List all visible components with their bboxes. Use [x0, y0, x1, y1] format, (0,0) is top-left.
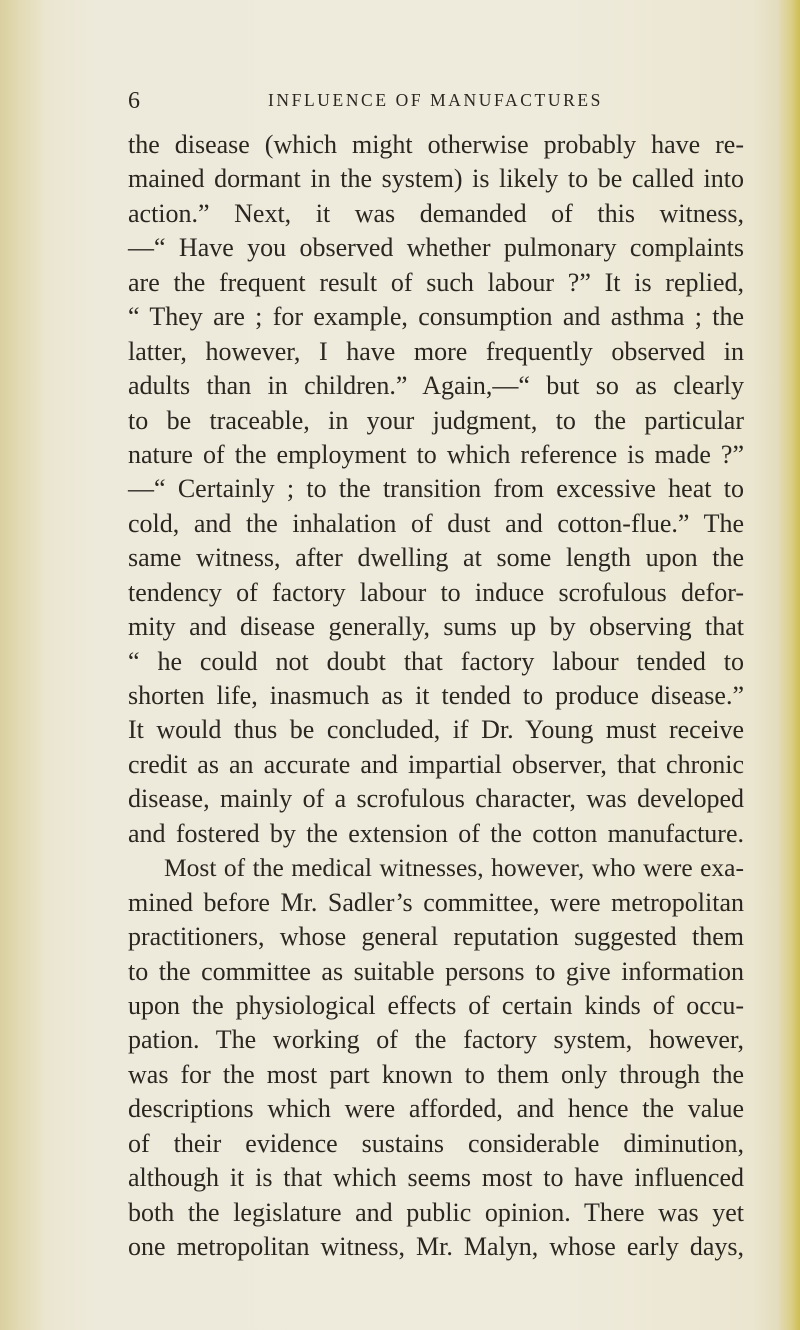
text-line: nature of the employment to which reference is made ?”	[128, 439, 744, 469]
text-line: one metropolitan witness, Mr. Malyn, whose early days,	[128, 1232, 744, 1261]
text-line: It would thus be concluded, if Dr. Young must receive	[128, 715, 744, 745]
text-line: of their evidence sustains considerable diminution,	[128, 1128, 744, 1158]
text-line: tendency of factory labour to induce scrofulous defor-	[128, 577, 744, 607]
text-line: descriptions which were afforded, and hence the value	[128, 1094, 744, 1124]
text-line: —“ Have you observed whether pulmonary complaints	[128, 233, 744, 263]
text-line: “ he could not doubt that factory labour tended to	[128, 646, 744, 676]
page-edge	[778, 0, 800, 1330]
text-line: upon the physiological effects of certain kinds of occu-	[128, 990, 744, 1020]
text-line: mained dormant in the system) is likely to be called into	[128, 164, 744, 194]
text-line: practitioners, whose general reputation suggested them	[128, 922, 744, 952]
body-text	[128, 128, 744, 1264]
text-line: although it is that which seems most to have influenced	[128, 1163, 744, 1193]
text-line: credit as an accurate and impartial observer, that chronic	[128, 749, 744, 779]
text-line: mined before Mr. Sadler’s committee, were metropolitan	[128, 887, 744, 917]
text-line: —“ Certainly ; to the transition from excessive heat to	[128, 474, 744, 504]
text-line: latter, however, I have more frequently observed in	[128, 336, 744, 366]
text-line: same witness, after dwelling at some length upon the	[128, 543, 744, 573]
text-line: mity and disease generally, sums up by observing that	[128, 612, 744, 642]
text-line: are the frequent result of such labour ?” It is replied,	[128, 267, 744, 297]
text-line: cold, and the inhalation of dust and cotton-flue.” The	[128, 508, 744, 538]
text-line: and fostered by the extension of the cotton manufacture.	[128, 818, 744, 848]
text-line: the disease (which might otherwise probably have re-	[128, 130, 744, 159]
page-header	[128, 88, 728, 118]
paragraph-start-line: Most of the medical witnesses, however, who were exa-	[164, 853, 744, 883]
text-line: was for the most part known to them only through the	[128, 1059, 744, 1089]
text-line: to be traceable, in your judgment, to the particular	[128, 405, 744, 435]
text-line: action.” Next, it was demanded of this witness,	[128, 198, 744, 228]
text-line: pation. The working of the factory system, however,	[128, 1025, 744, 1055]
text-line: adults than in children.” Again,—“ but so as clearly	[128, 371, 744, 401]
binding-shadow	[0, 0, 46, 1330]
text-line: to the committee as suitable persons to give information	[128, 956, 744, 986]
text-line: disease, mainly of a scrofulous character, was developed	[128, 784, 744, 814]
text-line: “ They are ; for example, consumption and asthma ; the	[128, 302, 744, 332]
text-line: shorten life, inasmuch as it tended to produce disease.”	[128, 681, 744, 710]
running-head: INFLUENCE OF MANUFACTURES	[268, 90, 603, 110]
page-number: 6	[128, 88, 140, 114]
text-line: both the legislature and public opinion. There was yet	[128, 1197, 744, 1227]
